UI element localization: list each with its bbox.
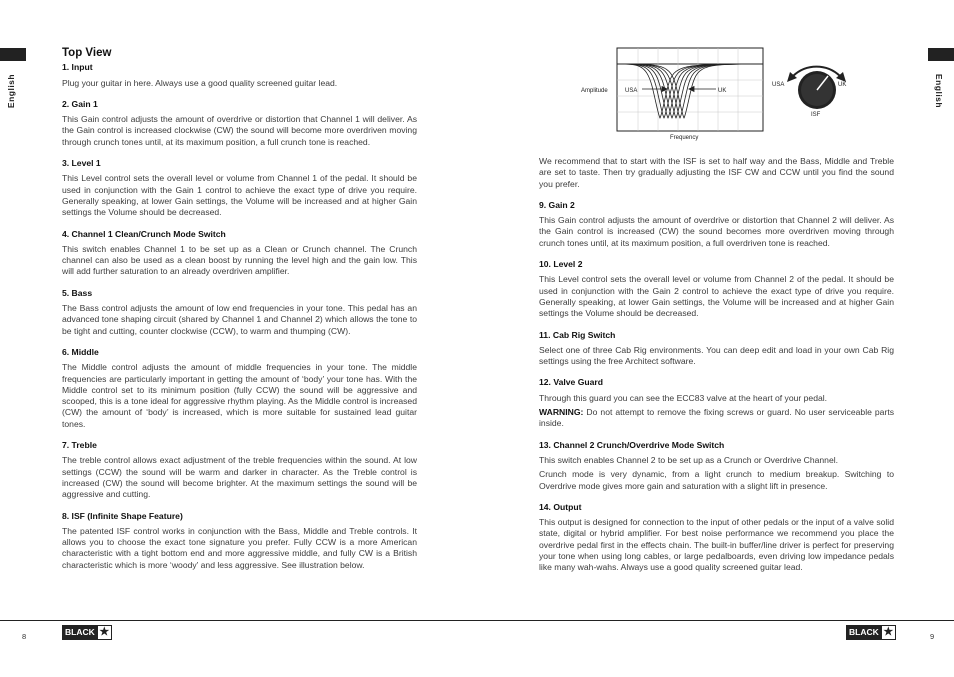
brand-logo <box>62 625 112 640</box>
section-heading: 14. Output <box>539 501 582 512</box>
footer-divider <box>0 620 477 621</box>
tab-bar <box>928 48 954 61</box>
logo-text: BLACK <box>849 627 879 637</box>
right-column <box>539 156 894 584</box>
section-text: This Gain control adjusts the amount of overdrive or distortion that Channel 1 will deliver. As the Gain control is increased clockwise (CW) the sound will become more overdriven moving through crunch tones until, at its maximum position, a full crunch tone is reached. <box>62 114 417 147</box>
knob-isf-label: ISF <box>811 112 821 118</box>
section-text: Through this guard you can see the ECC83 valve at the heart of your pedal. <box>539 392 828 403</box>
section-text: The patented ISF control works in conjunction with the Bass, Middle and Treble controls. It allows you to choose the exact tone signature you prefer. Fully CCW is a more American characteristic with a tight bottom end and more aggressive middle, and fully CW is a British characteristic which is more ‘woody’ and less aggressive. See illustration below. <box>62 525 417 570</box>
left-column <box>62 48 417 581</box>
section-heading: 5. Bass <box>62 287 93 298</box>
section-text: The Middle control adjusts the amount of middle frequencies in your tone. The middle frequencies are particularly important in getting the amount of ‘body’ your tone has. With the Middle control set to its minimum position (fully CCW) the sound will be aggressive and scooped, this is a tone ideal for aggressive rhythm playing. As the Middle control is increased (CW) the amount of ‘body’ is increased, which is more suitable for sustained lead guitar tones. <box>62 362 417 429</box>
footer-divider <box>477 620 954 621</box>
section-heading: 7. Treble <box>62 440 97 451</box>
warning-text <box>539 407 894 430</box>
section-heading: 12. Valve Guard <box>539 377 604 388</box>
section-heading: 1. Input <box>62 62 93 73</box>
logo-text: BLACK <box>65 627 95 637</box>
section-text: Crunch mode is very dynamic, from a light crunch to medium breakup. Switching to Overdrive mode gives more gain and saturation with a slight lift in presence. <box>539 469 894 491</box>
frequency-label: Frequency <box>670 135 699 141</box>
star-icon: ★ <box>99 626 110 638</box>
language-label: English <box>6 73 17 109</box>
frequency-response-graph <box>581 48 763 141</box>
section-heading: 10. Level 2 <box>539 259 583 270</box>
page-number: 8 <box>22 632 27 641</box>
isf-knob-diagram <box>772 67 846 118</box>
knob-usa-label: USA <box>772 82 785 88</box>
section-heading: 3. Level 1 <box>62 158 101 169</box>
section-heading: 6. Middle <box>62 346 99 357</box>
amplitude-label: Amplitude <box>581 88 608 94</box>
warning-body: Do not attempt to remove the fixing screws or guard. No user serviceable parts inside. <box>539 407 894 429</box>
section-heading: 11. Cab Rig Switch <box>539 329 616 340</box>
intro-text: We recommend that to start with the ISF is set to half way and the Bass, Middle and Treble are set to taste. Then try gradually adjusting the ISF CW and CCW until you find the sound you prefer. <box>539 156 894 189</box>
section-text: This Level control sets the overall level or volume from Channel 2 of the pedal. It should be used in conjunction with the Gain 2 control to achieve the exact type of drive you require. Generally speaking, at lower Gain settings, the Volume will be increased and at higher Gain settings the Volume should be decreased. <box>539 274 894 319</box>
section-heading: 4. Channel 1 Clean/Crunch Mode Switch <box>62 228 226 239</box>
section-text: This switch enables Channel 2 to be set up as a Crunch or Overdrive Channel. <box>539 454 839 465</box>
brand-logo <box>846 625 896 640</box>
section-heading: 9. Gain 2 <box>539 199 575 210</box>
tab-bar <box>0 48 26 61</box>
section-heading: 13. Channel 2 Crunch/Overdrive Mode Switch <box>539 439 725 450</box>
language-label: English <box>934 73 945 109</box>
language-tab-left <box>0 48 26 128</box>
section-text: Plug your guitar in here. Always use a good quality screened guitar lead. <box>62 77 338 88</box>
section-text: This output is designed for connection to the input of other pedals or the input of a valve solid state, digital or hybrid amplifier. For best noise performance we recommend you place the overdrive pedal first in the effects chain. The built-in buffer/line driver is perfect for preserving your tone when using long cables, or large pedalboards, even driving low impedance pedals like many wah-wahs. Always use a good quality screened guitar lead. <box>539 517 894 573</box>
warning-label: WARNING: <box>539 407 584 418</box>
section-text: This Gain control adjusts the amount of overdrive or distortion that Channel 2 will deliver. As the Gain control is increased (CW) the sound becomes more overdriven moving through crunch tones until, at its maximum position, a full overdriven tone is reached. <box>539 215 894 248</box>
section-text: The treble control allows exact adjustment of the treble frequencies within the sound. At low settings (CCW) the sound will be warm and darker in character. As the Treble control is increased (CW) the sound will become brighter. At the maximum settings the sound will be aggressive and cutting. <box>62 455 417 500</box>
section-text: This Level control sets the overall level or volume from Channel 1 of the pedal. It should be used in conjunction with the Gain 1 control to achieve the exact type of drive you require. Generally speaking, at lower Gain settings, the Volume will be increased and at higher Gain settings the Volume should be decreased. <box>62 173 417 218</box>
page-title: Top View <box>62 47 112 59</box>
isf-illustration <box>578 46 858 146</box>
language-tab-right <box>928 48 954 128</box>
section-text: The Bass control adjusts the amount of low end frequencies in your tone. This pedal has an advanced tone shaping circuit (shared by Channel 1 and Channel 2) which allows the tone to be tight and cutting, counter clockwise (CCW), to warm and thumping (CW). <box>62 303 417 336</box>
star-icon: ★ <box>883 626 894 638</box>
section-heading: 8. ISF (Infinite Shape Feature) <box>62 510 183 521</box>
page-number: 9 <box>930 632 935 641</box>
section-text: This switch enables Channel 1 to be set up as a Clean or Crunch channel. The Crunch channel can also be used as a clean boost by running the level high and the gain low. This will add further saturation to an already overdriven amplifier. <box>62 243 417 277</box>
section-text: Select one of three Cab Rig environments. You can deep edit and load in your own Cab Rig settings using the free Architect software. <box>539 344 894 367</box>
knob-uk-label: UK <box>838 82 847 88</box>
section-heading: 2. Gain 1 <box>62 98 98 109</box>
uk-label: UK <box>718 88 727 94</box>
usa-label: USA <box>625 88 638 94</box>
